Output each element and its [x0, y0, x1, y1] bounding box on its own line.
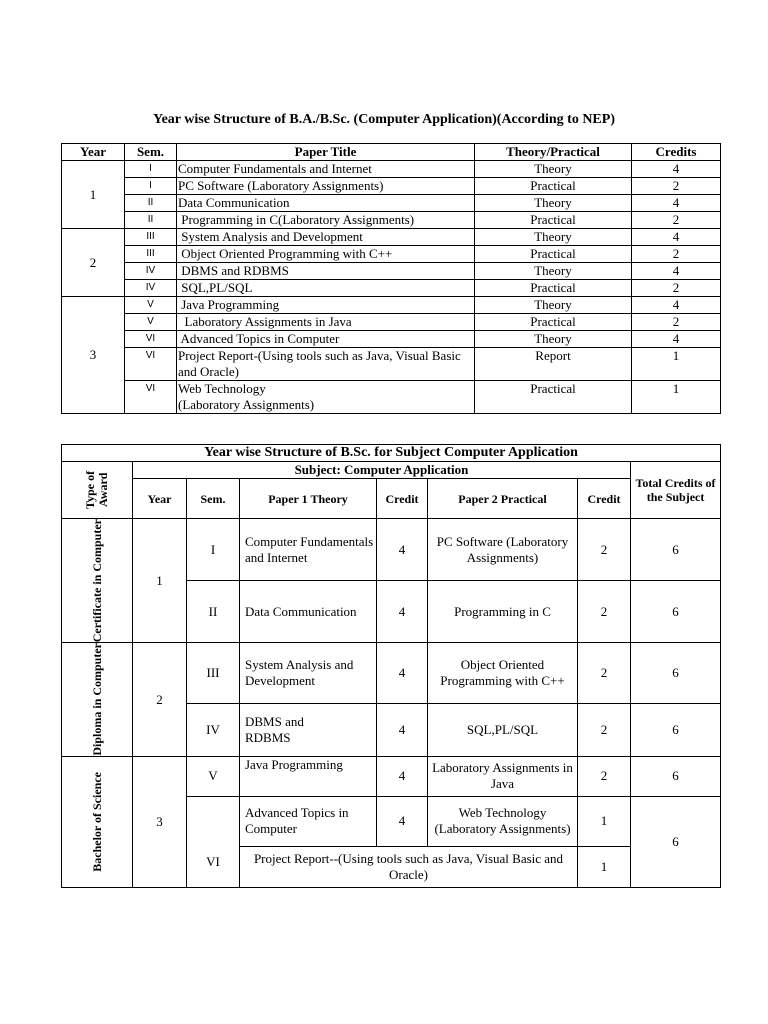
- paper2-cell: Laboratory Assignments in Java: [428, 756, 578, 796]
- sem-cell: IV: [187, 703, 240, 756]
- sem-cell: I: [125, 161, 177, 178]
- type-of-award-header: Type of Award: [62, 462, 133, 519]
- paper1-cell: Computer Fundamentals and Internet: [240, 519, 377, 581]
- table-row: [62, 314, 721, 331]
- paper-title-cell: Advanced Topics in Computer: [177, 331, 475, 348]
- total-cell: 6: [631, 703, 721, 756]
- credits-cell: 2: [632, 212, 721, 229]
- sem-cell: V: [187, 756, 240, 796]
- type-cell: Practical: [475, 314, 632, 331]
- credit1-cell: 4: [377, 796, 428, 846]
- credits-cell: 4: [632, 297, 721, 314]
- type-cell: Practical: [475, 381, 632, 414]
- paper2-cell: Object Oriented Programming with C++: [428, 643, 578, 703]
- project-report-cell: Project Report--(Using tools such as Java, Visual Basic and Oracle): [240, 846, 578, 887]
- paper1-cell: DBMS and RDBMS: [240, 703, 377, 756]
- sem-cell: IV: [125, 280, 177, 297]
- table-row: [62, 348, 721, 381]
- table-row: [62, 643, 721, 703]
- type-cell: Theory: [475, 297, 632, 314]
- credits-cell: 2: [632, 178, 721, 195]
- table2-title: Year wise Structure of B.Sc. for Subject Computer Application: [62, 445, 721, 462]
- table-row: [62, 381, 721, 414]
- table-row: [62, 229, 721, 246]
- credit2-header: Credit: [578, 479, 631, 519]
- type-cell: Theory: [475, 331, 632, 348]
- table-row: [62, 331, 721, 348]
- sem-cell: IV: [125, 263, 177, 280]
- sem-cell: VI: [125, 348, 177, 381]
- sem-cell: VI: [187, 796, 240, 887]
- year-cell: 1: [62, 161, 125, 229]
- course-structure-table: [61, 143, 721, 414]
- paper1-cell: System Analysis and Development: [240, 643, 377, 703]
- paper-title-cell: PC Software (Laboratory Assignments): [177, 178, 475, 195]
- credits-cell: 2: [632, 280, 721, 297]
- credits-cell: 4: [632, 263, 721, 280]
- sem-cell: III: [125, 246, 177, 263]
- sem-cell: VI: [125, 381, 177, 414]
- sem-cell: V: [125, 314, 177, 331]
- year-cell: 1: [133, 519, 187, 643]
- sem-header: Sem.: [187, 479, 240, 519]
- subject-header: Subject: Computer Application: [133, 462, 631, 479]
- paper-title-cell: Programming in C(Laboratory Assignments): [177, 212, 475, 229]
- table-row: [62, 297, 721, 314]
- credit1-cell: 4: [377, 643, 428, 703]
- project-credit-cell: 1: [578, 846, 631, 887]
- paper-title-cell: Laboratory Assignments in Java: [177, 314, 475, 331]
- paper-title-cell: System Analysis and Development: [177, 229, 475, 246]
- credits-cell: 1: [632, 348, 721, 381]
- header-year: Year: [62, 144, 125, 161]
- table-row: [62, 195, 721, 212]
- sem-cell: II: [125, 212, 177, 229]
- table-row: [62, 280, 721, 297]
- type-cell: Practical: [475, 280, 632, 297]
- header-credits: Credits: [632, 144, 721, 161]
- credit2-cell: 1: [578, 796, 631, 846]
- year-cell: 3: [133, 756, 187, 887]
- credit1-cell: 4: [377, 519, 428, 581]
- total-cell: 6: [631, 519, 721, 581]
- year-header: Year: [133, 479, 187, 519]
- credits-cell: 4: [632, 161, 721, 178]
- credits-cell: 2: [632, 246, 721, 263]
- paper2-cell: Web Technology (Laboratory Assignments): [428, 796, 578, 846]
- total-credits-header: Total Credits of the Subject: [631, 462, 721, 519]
- year-cell: 2: [62, 229, 125, 297]
- table-row: [62, 161, 721, 178]
- table1-title: Year wise Structure of B.A./B.Sc. (Computer Application)(According to NEP): [153, 112, 615, 127]
- total-cell: 6: [631, 581, 721, 643]
- year-cell: 3: [62, 297, 125, 414]
- credit1-cell: 4: [377, 756, 428, 796]
- paper1-header: Paper 1 Theory: [240, 479, 377, 519]
- paper1-cell: Advanced Topics in Computer: [240, 796, 377, 846]
- table-header-row: [62, 144, 721, 161]
- paper-title-cell: Java Programming: [177, 297, 475, 314]
- sem-cell: I: [125, 178, 177, 195]
- type-cell: Practical: [475, 212, 632, 229]
- credit1-cell: 4: [377, 581, 428, 643]
- paper-title-cell: Computer Fundamentals and Internet: [177, 161, 475, 178]
- paper2-cell: PC Software (Laboratory Assignments): [428, 519, 578, 581]
- sem-cell: II: [125, 195, 177, 212]
- credits-cell: 4: [632, 229, 721, 246]
- credits-cell: 4: [632, 331, 721, 348]
- award-cell: Certificate in Computer: [62, 519, 133, 643]
- table-row: [62, 212, 721, 229]
- sem-cell: V: [125, 297, 177, 314]
- paper-title-cell: Web Technology (Laboratory Assignments): [177, 381, 475, 414]
- year-cell: 2: [133, 643, 187, 757]
- sem-cell: III: [187, 643, 240, 703]
- paper1-cell: Java Programming: [240, 756, 377, 796]
- subject-structure-table: [61, 444, 721, 888]
- paper-title-cell: DBMS and RDBMS: [177, 263, 475, 280]
- paper-title-cell: Data Communication: [177, 195, 475, 212]
- award-cell: Diploma in Computer: [62, 643, 133, 757]
- table-row: [62, 263, 721, 280]
- credits-cell: 4: [632, 195, 721, 212]
- total-cell: 6: [631, 643, 721, 703]
- sem-cell: III: [125, 229, 177, 246]
- total-cell: 6: [631, 796, 721, 887]
- credit1-cell: 4: [377, 703, 428, 756]
- table-row: [62, 178, 721, 195]
- type-cell: Practical: [475, 178, 632, 195]
- header-paper-title: Paper Title: [177, 144, 475, 161]
- paper-title-cell: SQL,PL/SQL: [177, 280, 475, 297]
- paper2-cell: SQL,PL/SQL: [428, 703, 578, 756]
- credit2-cell: 2: [578, 756, 631, 796]
- paper2-header: Paper 2 Practical: [428, 479, 578, 519]
- table-row: [62, 246, 721, 263]
- total-cell: 6: [631, 756, 721, 796]
- header-theory-practical: Theory/Practical: [475, 144, 632, 161]
- credit1-header: Credit: [377, 479, 428, 519]
- type-cell: Theory: [475, 195, 632, 212]
- sem-cell: I: [187, 519, 240, 581]
- credits-cell: 2: [632, 314, 721, 331]
- credit2-cell: 2: [578, 519, 631, 581]
- type-cell: Theory: [475, 229, 632, 246]
- paper-title-cell: Project Report-(Using tools such as Java, Visual Basic and Oracle): [177, 348, 475, 381]
- sem-cell: II: [187, 581, 240, 643]
- header-sem: Sem.: [125, 144, 177, 161]
- paper-title-cell: Object Oriented Programming with C++: [177, 246, 475, 263]
- type-cell: Report: [475, 348, 632, 381]
- credit2-cell: 2: [578, 703, 631, 756]
- type-cell: Practical: [475, 246, 632, 263]
- credits-cell: 1: [632, 381, 721, 414]
- type-cell: Theory: [475, 263, 632, 280]
- table-row: [62, 756, 721, 796]
- paper1-cell: Data Communication: [240, 581, 377, 643]
- paper2-cell: Programming in C: [428, 581, 578, 643]
- sem-cell: VI: [125, 331, 177, 348]
- award-cell: Bachelor of Science: [62, 756, 133, 887]
- credit2-cell: 2: [578, 581, 631, 643]
- table-row: [62, 519, 721, 581]
- type-cell: Theory: [475, 161, 632, 178]
- credit2-cell: 2: [578, 643, 631, 703]
